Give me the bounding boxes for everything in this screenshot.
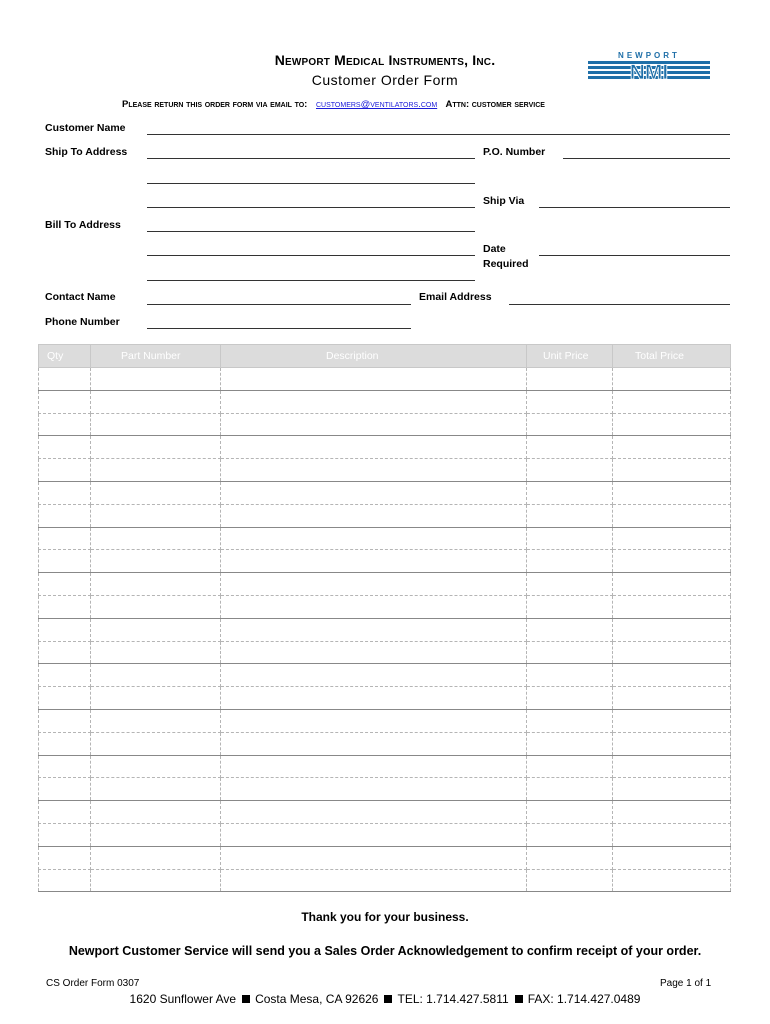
- customer-name-label: Customer Name: [45, 122, 126, 134]
- qty-cell[interactable]: [39, 481, 91, 504]
- fax: FAX: 1.714.427.0489: [527, 992, 641, 1006]
- page-number: Page 1 of 1: [660, 978, 712, 989]
- logo-main-text: NMI: [629, 61, 669, 80]
- table-row: [39, 778, 731, 801]
- qty-cell[interactable]: [39, 504, 91, 527]
- unit-price-cell[interactable]: [527, 459, 613, 482]
- city-address: Costa Mesa, CA 92626: [255, 992, 379, 1006]
- table-row: [39, 732, 731, 755]
- description-cell[interactable]: [221, 390, 527, 413]
- qty-cell[interactable]: [39, 641, 91, 664]
- table-row: [39, 709, 731, 732]
- table-row: [39, 573, 731, 596]
- description-cell[interactable]: [221, 595, 527, 618]
- total-price-cell[interactable]: [613, 687, 731, 710]
- part-number-cell[interactable]: [91, 641, 221, 664]
- total-price-cell[interactable]: [613, 595, 731, 618]
- qty-cell[interactable]: [39, 573, 91, 596]
- total-price-cell[interactable]: [613, 481, 731, 504]
- qty-cell[interactable]: [39, 846, 91, 869]
- qty-cell[interactable]: [39, 618, 91, 641]
- total-price-cell[interactable]: [613, 846, 731, 869]
- table-row: [39, 755, 731, 778]
- form-title: Customer Order Form: [311, 72, 459, 88]
- qty-cell[interactable]: [39, 664, 91, 687]
- description-cell[interactable]: [221, 436, 527, 459]
- bill-to-field-2[interactable]: [147, 255, 475, 256]
- part-number-cell[interactable]: [91, 413, 221, 436]
- qty-cell[interactable]: [39, 550, 91, 573]
- part-number-cell[interactable]: [91, 618, 221, 641]
- total-price-cell[interactable]: [613, 436, 731, 459]
- description-cell[interactable]: [221, 573, 527, 596]
- table-row: [39, 368, 731, 391]
- table-row: [39, 664, 731, 687]
- instruction-line: [122, 99, 545, 110]
- qty-cell[interactable]: [39, 436, 91, 459]
- description-cell[interactable]: [221, 755, 527, 778]
- ship-to-field-3[interactable]: [147, 207, 475, 208]
- table-row: [39, 504, 731, 527]
- part-number-cell[interactable]: [91, 368, 221, 391]
- thank-you-text: Thank you for your business.: [301, 910, 469, 924]
- square-bullet-icon: [515, 995, 523, 1003]
- part-number-cell[interactable]: [91, 823, 221, 846]
- qty-cell[interactable]: [39, 390, 91, 413]
- description-cell[interactable]: [221, 687, 527, 710]
- unit-price-cell[interactable]: [527, 504, 613, 527]
- date-label: Date: [483, 243, 506, 255]
- col-total-price: Total Price: [613, 345, 731, 368]
- unit-price-cell[interactable]: [527, 436, 613, 459]
- part-number-cell[interactable]: [91, 550, 221, 573]
- description-cell[interactable]: [221, 778, 527, 801]
- unit-price-cell[interactable]: [527, 481, 613, 504]
- unit-price-cell[interactable]: [527, 709, 613, 732]
- bill-to-label: Bill To Address: [45, 219, 121, 231]
- unit-price-cell[interactable]: [527, 641, 613, 664]
- phone-number-label: Phone Number: [45, 316, 120, 328]
- table-row: [39, 618, 731, 641]
- ship-via-field[interactable]: [539, 207, 730, 208]
- total-price-cell[interactable]: [613, 368, 731, 391]
- table-row: [39, 390, 731, 413]
- description-cell[interactable]: [221, 801, 527, 824]
- ship-via-label: Ship Via: [483, 195, 525, 207]
- company-address: [0, 992, 770, 1006]
- contact-name-field[interactable]: [147, 304, 411, 305]
- unit-price-cell[interactable]: [527, 573, 613, 596]
- email-address-label: Email Address: [419, 291, 492, 303]
- qty-cell[interactable]: [39, 801, 91, 824]
- qty-cell[interactable]: [39, 595, 91, 618]
- unit-price-cell[interactable]: [527, 732, 613, 755]
- total-price-cell[interactable]: [613, 459, 731, 482]
- description-cell[interactable]: [221, 481, 527, 504]
- total-price-cell[interactable]: [613, 664, 731, 687]
- po-number-field[interactable]: [563, 158, 730, 159]
- description-cell[interactable]: [221, 527, 527, 550]
- description-cell[interactable]: [221, 823, 527, 846]
- telephone: TEL: 1.714.427.5811: [397, 992, 509, 1006]
- qty-cell[interactable]: [39, 778, 91, 801]
- unit-price-cell[interactable]: [527, 846, 613, 869]
- part-number-cell[interactable]: [91, 390, 221, 413]
- total-price-cell[interactable]: [613, 869, 731, 892]
- table-row: [39, 459, 731, 482]
- square-bullet-icon: [242, 995, 250, 1003]
- unit-price-cell[interactable]: [527, 687, 613, 710]
- total-price-cell[interactable]: [613, 504, 731, 527]
- part-number-cell[interactable]: [91, 527, 221, 550]
- part-number-cell[interactable]: [91, 595, 221, 618]
- total-price-cell[interactable]: [613, 732, 731, 755]
- table-row: [39, 481, 731, 504]
- table-row: [39, 823, 731, 846]
- qty-cell[interactable]: [39, 869, 91, 892]
- required-label: Required: [483, 258, 529, 270]
- qty-cell[interactable]: [39, 687, 91, 710]
- part-number-cell[interactable]: [91, 709, 221, 732]
- part-number-cell[interactable]: [91, 732, 221, 755]
- company-name: Newport Medical Instruments, Inc.: [274, 52, 496, 68]
- street-address: 1620 Sunflower Ave: [129, 992, 237, 1006]
- email-address-field[interactable]: [509, 304, 730, 305]
- part-number-cell[interactable]: [91, 687, 221, 710]
- part-number-cell[interactable]: [91, 801, 221, 824]
- qty-cell[interactable]: [39, 755, 91, 778]
- qty-cell[interactable]: [39, 709, 91, 732]
- order-table: [38, 344, 730, 892]
- form-id: CS Order Form 0307: [46, 978, 140, 989]
- contact-name-label: Contact Name: [45, 291, 116, 303]
- nmi-logo: [588, 50, 710, 80]
- unit-price-cell[interactable]: [527, 618, 613, 641]
- description-cell[interactable]: [221, 550, 527, 573]
- description-cell[interactable]: [221, 709, 527, 732]
- qty-cell[interactable]: [39, 527, 91, 550]
- col-part-number: Part Number: [91, 345, 221, 368]
- qty-cell[interactable]: [39, 368, 91, 391]
- part-number-cell[interactable]: [91, 573, 221, 596]
- instruction-text: Please return this order form via email to:: [122, 99, 308, 110]
- part-number-cell[interactable]: [91, 459, 221, 482]
- attn-text: Attn: customer service: [445, 99, 545, 110]
- total-price-cell[interactable]: [613, 778, 731, 801]
- table-row: [39, 436, 731, 459]
- col-description: Description: [221, 345, 527, 368]
- phone-number-field[interactable]: [147, 328, 411, 329]
- part-number-cell[interactable]: [91, 778, 221, 801]
- part-number-cell[interactable]: [91, 481, 221, 504]
- logo-top-text: NEWPORT: [618, 51, 680, 60]
- description-cell[interactable]: [221, 368, 527, 391]
- total-price-cell[interactable]: [613, 641, 731, 664]
- part-number-cell[interactable]: [91, 755, 221, 778]
- unit-price-cell[interactable]: [527, 755, 613, 778]
- total-price-cell[interactable]: [613, 390, 731, 413]
- total-price-cell[interactable]: [613, 823, 731, 846]
- qty-cell[interactable]: [39, 732, 91, 755]
- part-number-cell[interactable]: [91, 869, 221, 892]
- part-number-cell[interactable]: [91, 846, 221, 869]
- qty-cell[interactable]: [39, 459, 91, 482]
- description-cell[interactable]: [221, 846, 527, 869]
- total-price-cell[interactable]: [613, 755, 731, 778]
- description-cell[interactable]: [221, 459, 527, 482]
- description-cell[interactable]: [221, 413, 527, 436]
- table-row: [39, 687, 731, 710]
- col-unit-price: Unit Price: [527, 345, 613, 368]
- table-row: [39, 413, 731, 436]
- customer-name-field[interactable]: [147, 134, 730, 135]
- bill-to-field-3[interactable]: [147, 280, 475, 281]
- email-link[interactable]: customers@ventilators.com: [316, 99, 438, 110]
- qty-cell[interactable]: [39, 823, 91, 846]
- total-price-cell[interactable]: [613, 709, 731, 732]
- total-price-cell[interactable]: [613, 573, 731, 596]
- part-number-cell[interactable]: [91, 504, 221, 527]
- unit-price-cell[interactable]: [527, 664, 613, 687]
- acknowledgement-note: Newport Customer Service will send you a Sales Order Acknowledgement to confirm receipt of your order.: [68, 944, 702, 958]
- unit-price-cell[interactable]: [527, 595, 613, 618]
- ship-to-field-1[interactable]: [147, 158, 475, 159]
- total-price-cell[interactable]: [613, 527, 731, 550]
- description-cell[interactable]: [221, 664, 527, 687]
- unit-price-cell[interactable]: [527, 823, 613, 846]
- part-number-cell[interactable]: [91, 436, 221, 459]
- table-row: [39, 527, 731, 550]
- date-required-field[interactable]: [539, 255, 730, 256]
- table-row: [39, 801, 731, 824]
- total-price-cell[interactable]: [613, 801, 731, 824]
- bill-to-field-1[interactable]: [147, 231, 475, 232]
- po-number-label: P.O. Number: [483, 146, 546, 158]
- unit-price-cell[interactable]: [527, 801, 613, 824]
- unit-price-cell[interactable]: [527, 368, 613, 391]
- part-number-cell[interactable]: [91, 664, 221, 687]
- unit-price-cell[interactable]: [527, 390, 613, 413]
- qty-cell[interactable]: [39, 413, 91, 436]
- description-cell[interactable]: [221, 869, 527, 892]
- total-price-cell[interactable]: [613, 550, 731, 573]
- description-cell[interactable]: [221, 732, 527, 755]
- unit-price-cell[interactable]: [527, 869, 613, 892]
- square-bullet-icon: [384, 995, 392, 1003]
- col-qty: Qty: [39, 345, 91, 368]
- table-row: [39, 595, 731, 618]
- description-cell[interactable]: [221, 618, 527, 641]
- unit-price-cell[interactable]: [527, 778, 613, 801]
- table-row: [39, 869, 731, 892]
- description-cell[interactable]: [221, 641, 527, 664]
- ship-to-label: Ship To Address: [45, 146, 128, 158]
- total-price-cell[interactable]: [613, 618, 731, 641]
- ship-to-field-2[interactable]: [147, 183, 475, 184]
- unit-price-cell[interactable]: [527, 550, 613, 573]
- total-price-cell[interactable]: [613, 413, 731, 436]
- table-row: [39, 641, 731, 664]
- table-row: [39, 550, 731, 573]
- unit-price-cell[interactable]: [527, 413, 613, 436]
- description-cell[interactable]: [221, 504, 527, 527]
- unit-price-cell[interactable]: [527, 527, 613, 550]
- table-row: [39, 846, 731, 869]
